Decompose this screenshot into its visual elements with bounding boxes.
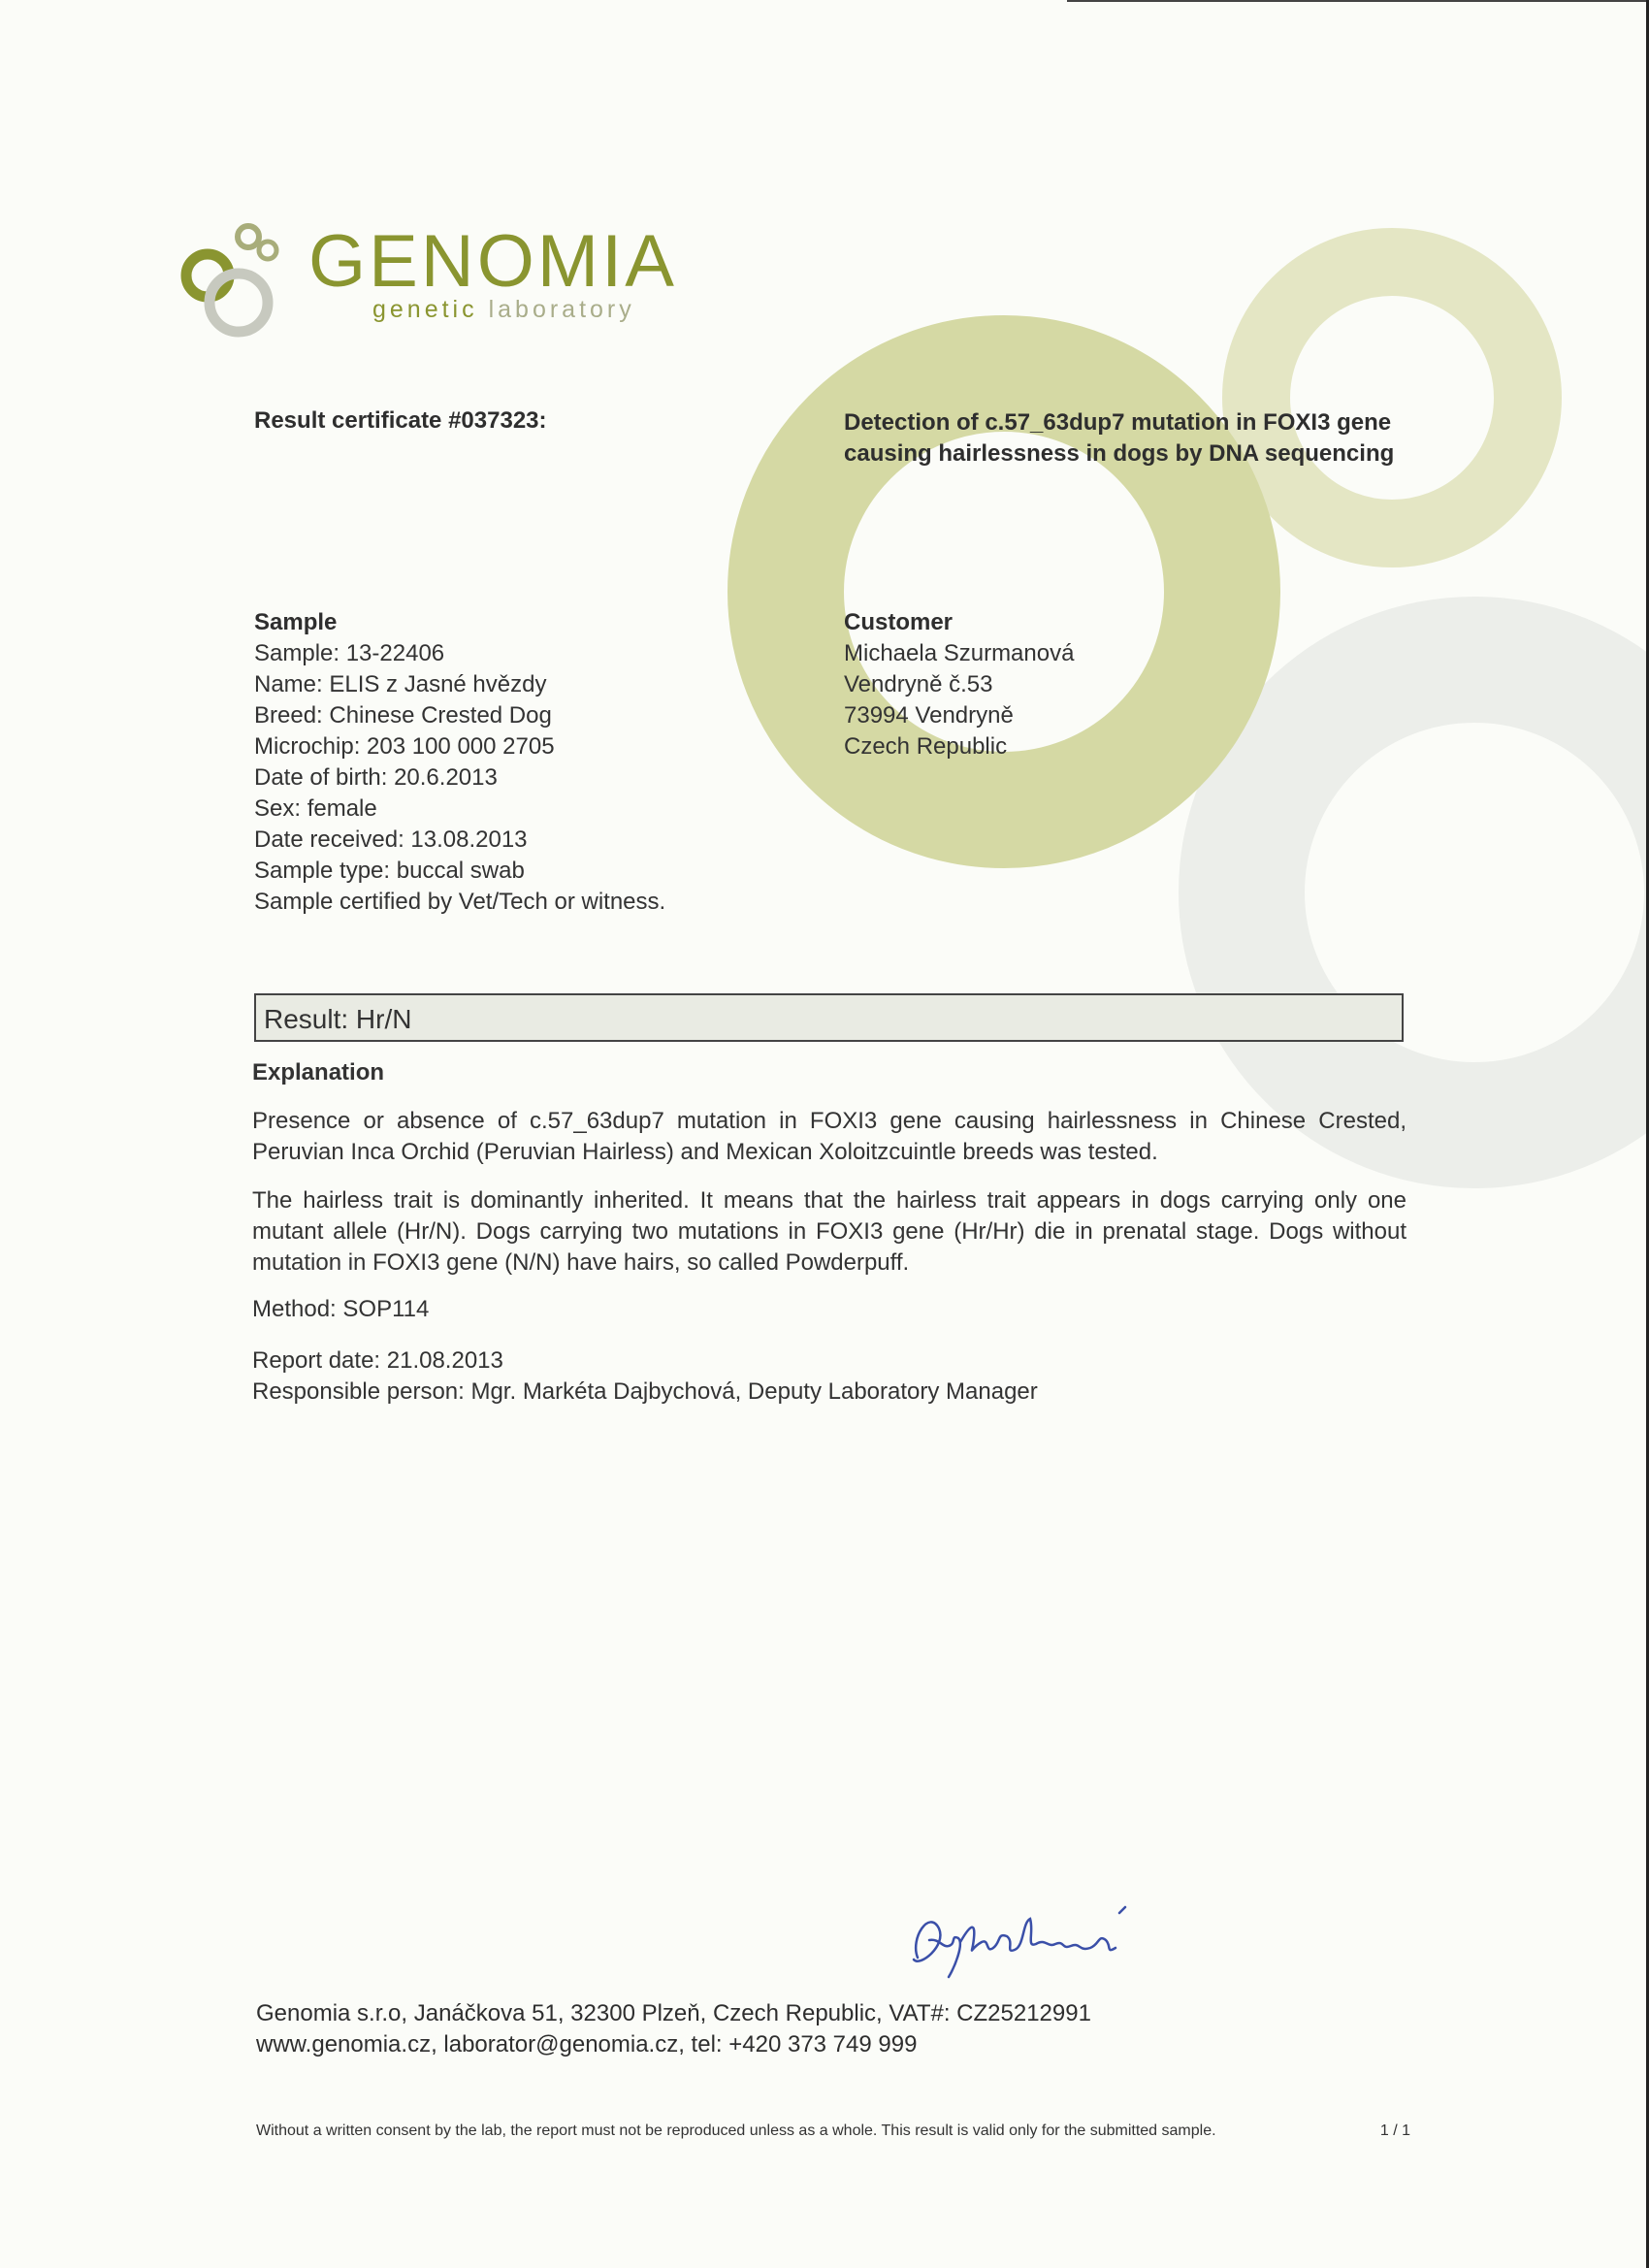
result-box: Result: Hr/N xyxy=(254,993,1404,1042)
company-address: Genomia s.r.o, Janáčkova 51, 32300 Plzeň, Czech Republic, VAT#: CZ25212991 xyxy=(256,2000,1091,2026)
report-date: Report date: 21.08.2013 xyxy=(252,1347,503,1374)
sample-line: Sex: female xyxy=(254,795,377,822)
logo-subtitle xyxy=(372,296,635,324)
explanation-paragraph-2: The hairless trait is dominantly inherited. It means that the hairless trait appears in dogs carrying only one mutant allele (Hr/N). Dogs carrying two mutations in FOXI3 gene (Hr/Hr) die in prenatal stage. Dogs without mutation in FOXI3 gene (N/N) have hairs, so called Powderpuff. xyxy=(252,1187,1406,1276)
customer-line: Vendryně č.53 xyxy=(844,671,993,697)
logo-subtitle-bold: genetic xyxy=(372,296,478,323)
sample-line: Sample type: buccal swab xyxy=(254,858,525,884)
report-info xyxy=(252,1345,1038,1408)
sample-title: Sample xyxy=(254,609,338,635)
customer-section xyxy=(844,607,1074,762)
customer-line: Czech Republic xyxy=(844,733,1008,760)
sample-line: Name: ELIS z Jasné hvězdy xyxy=(254,671,547,697)
scan-edge-top xyxy=(1067,0,1649,2)
logo-subtitle-light: laboratory xyxy=(488,296,635,323)
sample-line: Date of birth: 20.6.2013 xyxy=(254,764,498,791)
light-ring xyxy=(1256,262,1528,534)
grey-ring xyxy=(1242,660,1649,1125)
method: Method: SOP114 xyxy=(252,1296,430,1322)
logo-name: GENOMIA xyxy=(308,220,677,303)
customer-line: Michaela Szurmanová xyxy=(844,640,1075,666)
genomia-logo-icon xyxy=(175,223,310,349)
customer-title: Customer xyxy=(844,609,954,635)
company-contacts: www.genomia.cz, laborator@genomia.cz, tel: +420 373 749 999 xyxy=(256,2031,918,2057)
explanation-title: Explanation xyxy=(252,1059,385,1085)
sample-line: Sample: 13-22406 xyxy=(254,640,445,666)
customer-line: 73994 Vendryně xyxy=(844,702,1014,729)
explanation-paragraph-1: Presence or absence of c.57_63dup7 mutation in FOXI3 gene causing hairlessness in Chinese Crested, Peruvian Inca Orchid (Peruvian Hairless) and Mexican Xoloitzcuintle breeds was tested. xyxy=(252,1108,1406,1165)
sample-line: Breed: Chinese Crested Dog xyxy=(254,702,552,729)
sample-line: Sample certified by Vet/Tech or witness. xyxy=(254,889,666,915)
sample-line: Microchip: 203 100 000 2705 xyxy=(254,733,555,760)
handwritten-signature xyxy=(900,1899,1152,1987)
disclaimer-text: Without a written consent by the lab, the report must not be reproduced unless as a whole. This result is valid only for the submitted sample. xyxy=(256,2122,1216,2139)
responsible-person: Responsible person: Mgr. Markéta Dajbychová, Deputy Laboratory Manager xyxy=(252,1378,1038,1405)
disclaimer-row xyxy=(256,2122,1410,2140)
sample-section xyxy=(254,607,665,918)
page-number: 1 / 1 xyxy=(1379,2122,1410,2139)
certificate-number: Result certificate #037323: xyxy=(254,407,547,434)
company-footer xyxy=(256,1998,1091,2060)
sample-line: Date received: 13.08.2013 xyxy=(254,826,528,853)
test-title: Detection of c.57_63dup7 mutation in FOXI3 gene causing hairlessness in dogs by DNA sequencing xyxy=(844,409,1395,467)
